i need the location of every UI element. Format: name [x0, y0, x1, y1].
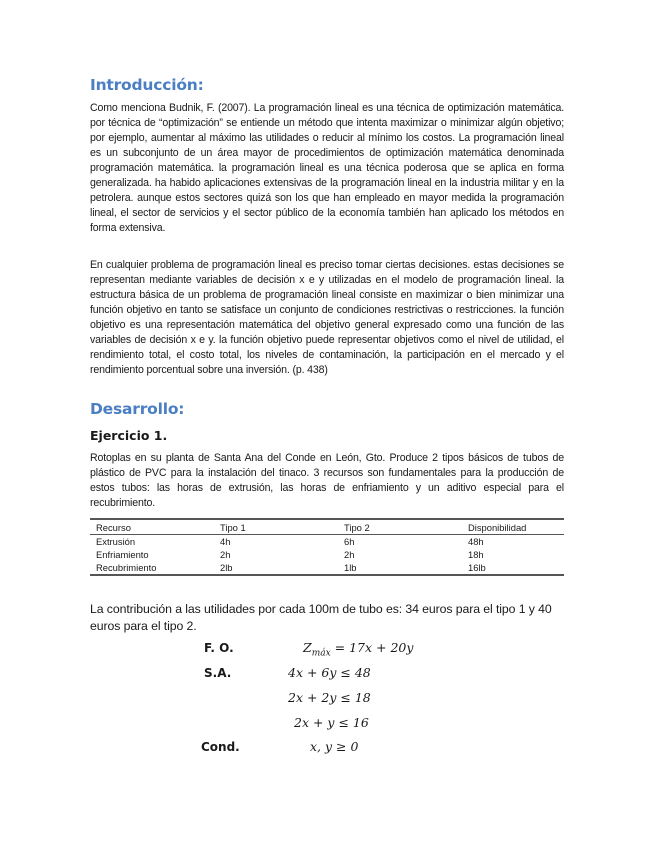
cond-label: Cond.	[201, 740, 240, 754]
contribution-text: La contribución a las utilidades por cada 100m de tubo es: 34 euros para el tipo 1 y 40 euros para el tipo 2.	[90, 602, 552, 633]
constraint-1	[288, 665, 371, 680]
z-symbol: Z	[303, 640, 312, 655]
objective-function	[303, 640, 413, 659]
table-cell: 18h	[468, 549, 484, 560]
exercise-text: Rotoplas en su planta de Santa Ana del Conde en León, Gto. Produce 2 tipos básicos de tubos de plástico de PVC para la instalación del tinaco. 3 recursos son fundamentales para la producción de estos tubos: las horas de extrusión, las horas de enfriamiento y un aditivo especial para el recubrimiento.	[90, 452, 564, 509]
header-tipo-2: Tipo 2	[338, 519, 462, 535]
table-cell: Enfriamiento	[96, 549, 149, 560]
table-cell: 2h	[344, 549, 355, 560]
table-cell: 48h	[468, 536, 484, 547]
header-tipo-1: Tipo 1	[214, 519, 338, 535]
intro-paragraph-2: En cualquier problema de programación lineal es preciso tomar ciertas decisiones. estas decisiones se representan mediante variables de decisión x e y utilizadas en el modelo de programación lineal. la estructura básica de un problema de programación lineal consiste en maximizar o bien minimizar una función objetivo en tanto se satisface un conjunto de condiciones restrictivas o restricciones. la función objetivo es una representación matemática del objetivo general expresado como una función de las variables de decisión x e y. la función objetivo puede representar objetivos como el nivel de utilidad, el rendimiento total, el costo total, los niveles de contaminación, la participación en el mercado y el rendimiento porcentual sobre una inversión. (p. 438)	[90, 259, 564, 376]
intro-heading: Introducción:	[90, 76, 204, 94]
table-cell: 6h	[344, 536, 355, 547]
sa-label: S.A.	[204, 666, 232, 680]
z-subscript: máx	[311, 648, 331, 659]
table-cell: 16lb	[462, 561, 564, 575]
intro-paragraph-1: Como menciona Budnik, F. (2007). La programación lineal es una técnica de optimización matemática. por técnica de “optimización” se entiende un método que intenta maximizar o minimizar algún objetivo; por ejemplo, aumentar al máximo las utilidades o reducir al mínimo los costos. La programación lineal es un subconjunto de un área mayor de procedimientos de optimización matemática denominada programación matemática. la programación lineal es una técnica poderosa que se aplica en forma generalizada. ha habido aplicaciones extensivas de la programación lineal en la industria militar y en la petrolera. aunque estos sectores quizá son los que han empleado en mayor medida la programación lineal, el sector de servicios y el sector público de la economía también han aplicado los métodos en forma extensiva.	[90, 102, 564, 234]
resources-table	[90, 518, 564, 576]
objective-rhs: = 17x + 20y	[334, 640, 414, 655]
table-row	[90, 535, 564, 549]
condition-text: x, y ≥ 0	[310, 739, 359, 754]
constraint-1-text: 4x + 6y ≤ 48	[288, 665, 371, 680]
header-recurso: Recurso	[90, 519, 214, 535]
header-disponibilidad: Disponibilidad	[462, 519, 564, 535]
table-cell: Recubrimiento	[90, 561, 214, 575]
table-cell: 2lb	[214, 561, 338, 575]
table-cell: 1lb	[338, 561, 462, 575]
table-cell: 4h	[220, 536, 231, 547]
constraint-2-text: 2x + 2y ≤ 18	[288, 690, 371, 705]
table-row	[90, 548, 564, 561]
exercise-title: Ejercicio 1.	[90, 428, 168, 443]
non-negativity-condition	[310, 739, 358, 754]
desarrollo-heading: Desarrollo:	[90, 400, 185, 418]
constraint-3-text: 2x + y ≤ 16	[294, 715, 369, 730]
table-row	[90, 561, 564, 575]
table-header-row	[90, 519, 564, 535]
fo-label: F. O.	[204, 641, 234, 655]
constraint-2	[288, 690, 371, 705]
table-cell: 2h	[220, 549, 231, 560]
constraint-3	[294, 715, 369, 730]
table-cell: Extrusión	[96, 536, 136, 547]
